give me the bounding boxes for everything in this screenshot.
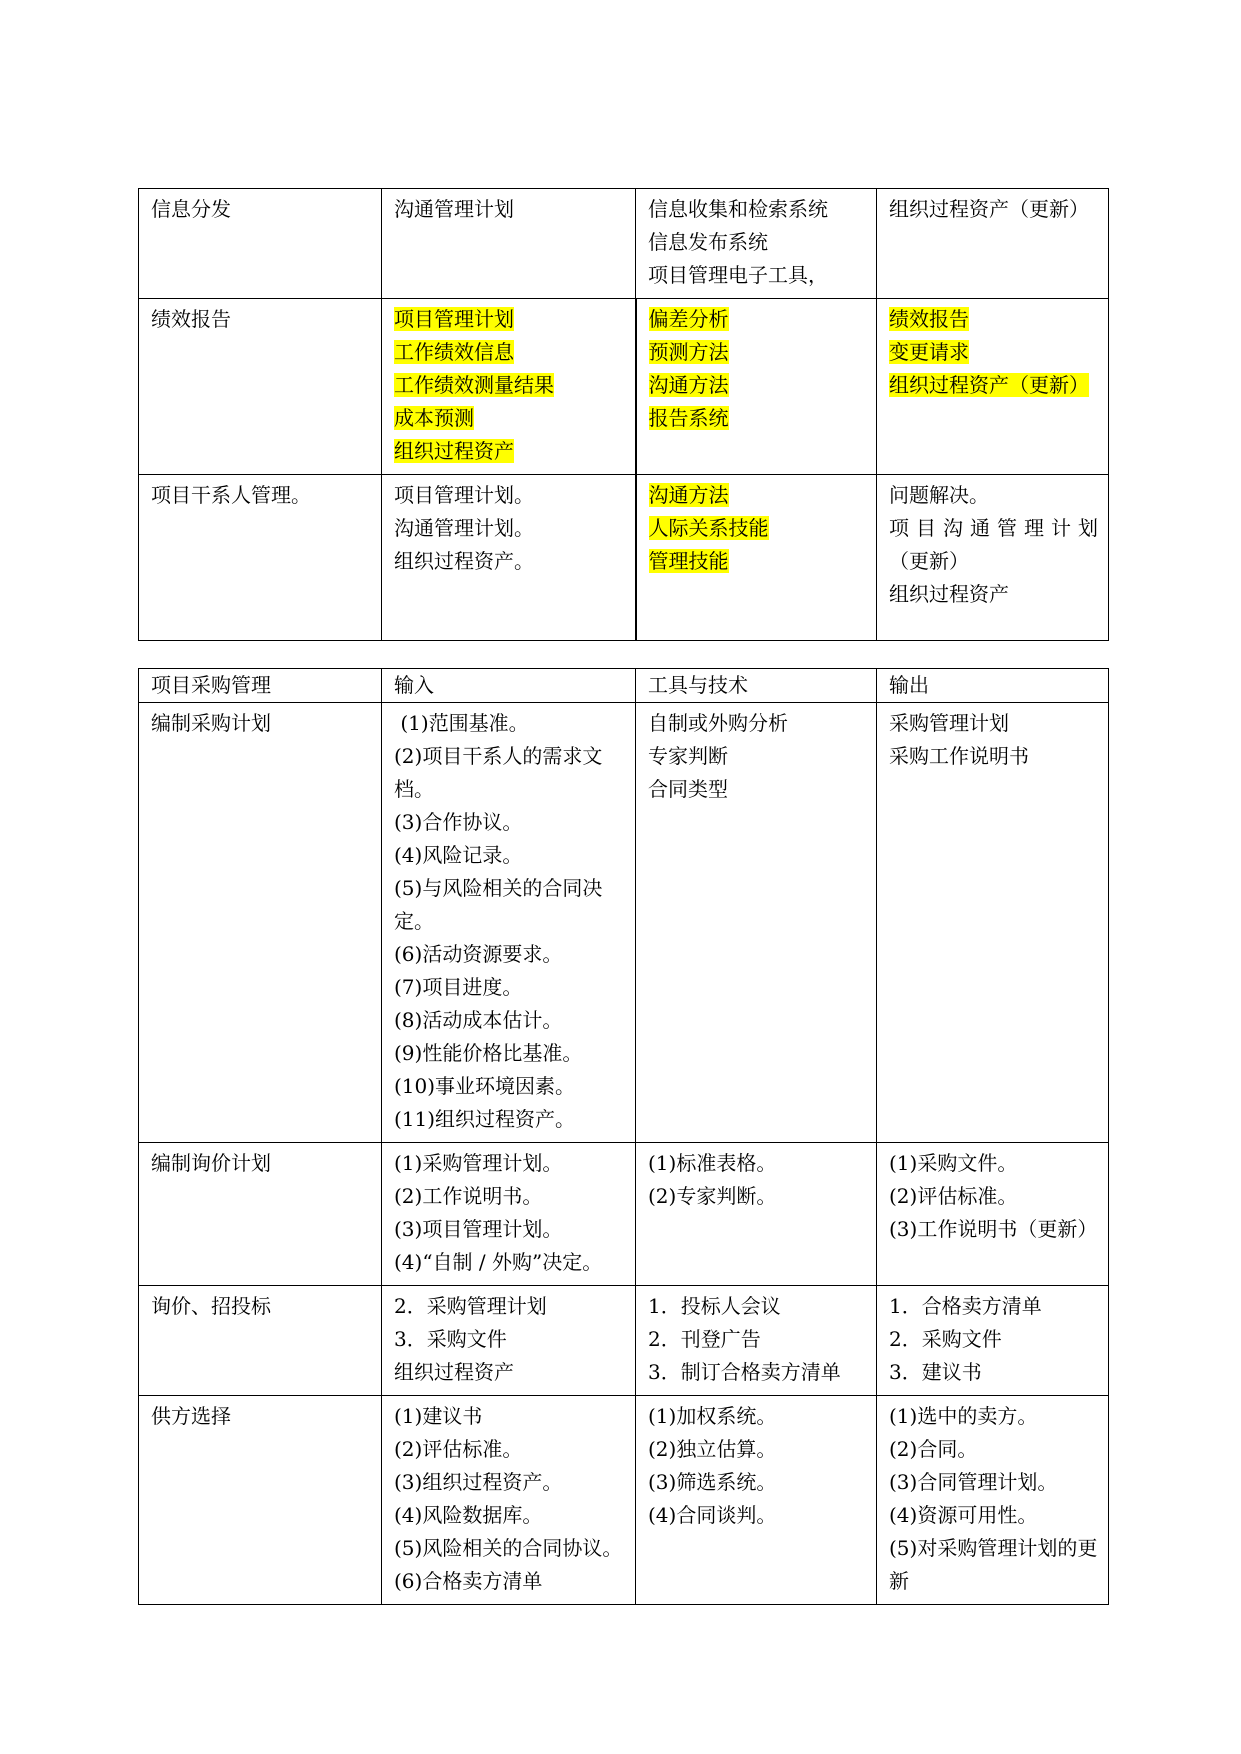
header-cell: 项目采购管理 — [139, 669, 382, 703]
highlighted-tool-item: 报告系统 — [648, 406, 729, 430]
highlighted-input-item: 工作绩效信息 — [394, 340, 514, 364]
header-cell: 输入 — [382, 669, 636, 703]
input-item: 组织过程资产。 — [394, 549, 534, 573]
input-item: (1)范围基准。 — [394, 711, 529, 735]
procurement-management-table — [138, 668, 1109, 1605]
outputs-cell — [877, 189, 1109, 299]
tool-item: 专家判断 — [648, 744, 728, 768]
outputs-cell — [877, 703, 1109, 1143]
highlighted-output-item: 绩效报告 — [889, 307, 969, 331]
input-item: (6)活动资源要求。 — [394, 942, 563, 966]
tool-item: (1)标准表格。 — [648, 1151, 777, 1175]
input-item: (4)风险记录。 — [394, 843, 523, 867]
output-item: (2)评估标准。 — [889, 1184, 1018, 1208]
tool-item: 1．投标人会议 — [648, 1294, 781, 1318]
highlighted-input-item: 工作绩效测量结果 — [394, 373, 554, 397]
tool-item: 自制或外购分析 — [648, 711, 788, 735]
output-item: (5)对采购管理计划的更新 — [889, 1536, 1098, 1593]
inputs-cell — [382, 189, 636, 299]
table-row — [139, 703, 1109, 1143]
output-item: (3)工作说明书（更新） — [889, 1217, 1098, 1241]
highlighted-tool-item: 预测方法 — [648, 340, 729, 364]
process-cell — [139, 1143, 382, 1286]
output-item: 1．合格卖方清单 — [889, 1294, 1042, 1318]
output-item: 采购工作说明书 — [889, 744, 1029, 768]
input-item: (3)合作协议。 — [394, 810, 523, 834]
inputs-cell — [382, 299, 636, 475]
tool-item: 项目管理电子工具， — [648, 263, 828, 287]
input-item: (8)活动成本估计。 — [394, 1008, 563, 1032]
process-name: 编制询价计划 — [151, 1151, 271, 1175]
process-name: 绩效报告 — [151, 307, 231, 331]
tools-cell — [636, 1143, 877, 1286]
tool-item: 信息发布系统 — [648, 230, 768, 254]
process-name: 信息分发 — [151, 197, 231, 221]
process-cell — [139, 703, 382, 1143]
tool-item: 2．刊登广告 — [648, 1327, 761, 1351]
input-item: (7)项目进度。 — [394, 975, 523, 999]
table-row — [139, 299, 1109, 475]
highlighted-input-item: 组织过程资产 — [394, 439, 514, 463]
input-item: (2)项目干系人的需求文档。 — [394, 744, 603, 801]
input-item: (10)事业环境因素。 — [394, 1074, 576, 1098]
tools-cell — [636, 1286, 877, 1396]
process-cell — [139, 299, 382, 475]
highlighted-input-item: 成本预测 — [394, 406, 474, 430]
output-item: 3．建议书 — [889, 1360, 982, 1384]
output-item: 组织过程资产 — [889, 582, 1009, 606]
inputs-cell — [382, 1143, 636, 1286]
highlighted-output-item: 组织过程资产（更新） — [889, 373, 1089, 397]
communication-process-table — [138, 188, 1109, 641]
process-cell — [139, 1396, 382, 1605]
table-row — [139, 1143, 1109, 1286]
tool-item: 信息收集和检索系统 — [648, 197, 828, 221]
input-item: (2)评估标准。 — [394, 1437, 523, 1461]
outputs-cell — [877, 475, 1109, 641]
output-item: (3)合同管理计划。 — [889, 1470, 1058, 1494]
highlighted-tool-item: 沟通方法 — [648, 373, 729, 397]
input-item: (5)风险相关的合同协议。 — [394, 1536, 623, 1560]
highlighted-tool-item: 偏差分析 — [648, 307, 729, 331]
input-item: (1)采购管理计划。 — [394, 1151, 563, 1175]
input-item: 沟通管理计划 — [394, 197, 514, 221]
tools-cell — [636, 703, 877, 1143]
input-item: (4)“自制 / 外购”决定。 — [394, 1250, 603, 1274]
highlighted-tool-item: 人际关系技能 — [648, 516, 769, 540]
inputs-cell — [382, 1286, 636, 1396]
inputs-cell — [382, 475, 636, 641]
tool-item: (4)合同谈判。 — [648, 1503, 777, 1527]
tool-item: (2)独立估算。 — [648, 1437, 777, 1461]
table-row — [139, 189, 1109, 299]
tools-cell — [636, 475, 877, 641]
input-item: 3．采购文件 — [394, 1327, 507, 1351]
inputs-cell — [382, 1396, 636, 1605]
header-cell: 工具与技术 — [636, 669, 877, 703]
outputs-cell — [877, 1286, 1109, 1396]
output-item: (1)选中的卖方。 — [889, 1404, 1038, 1428]
output-item: 组织过程资产（更新） — [889, 197, 1089, 221]
output-item: 采购管理计划 — [889, 711, 1009, 735]
output-item: 问题解决。 — [889, 483, 989, 507]
table-row — [139, 1396, 1109, 1605]
tool-item: 3．制订合格卖方清单 — [648, 1360, 841, 1384]
outputs-cell — [877, 1143, 1109, 1286]
highlighted-output-item: 变更请求 — [889, 340, 969, 364]
process-cell — [139, 1286, 382, 1396]
highlighted-tool-item: 沟通方法 — [648, 483, 729, 507]
highlighted-tool-item: 管理技能 — [648, 549, 729, 573]
input-item: 项目管理计划。 — [394, 483, 534, 507]
input-item: (6)合格卖方清单 — [394, 1569, 543, 1593]
process-cell — [139, 189, 382, 299]
process-cell — [139, 475, 382, 641]
process-name: 编制采购计划 — [151, 711, 271, 735]
input-item: (1)建议书 — [394, 1404, 483, 1428]
output-item: （更新） — [889, 549, 969, 573]
process-name: 询价、招投标 — [151, 1294, 271, 1318]
table-row — [139, 475, 1109, 641]
highlighted-input-item: 项目管理计划 — [394, 307, 514, 331]
input-item: 沟通管理计划。 — [394, 516, 534, 540]
input-item: (11)组织过程资产。 — [394, 1107, 576, 1131]
process-name: 项目干系人管理。 — [151, 483, 311, 507]
output-item: 2．采购文件 — [889, 1327, 1002, 1351]
output-item: 项目沟通管理计划 — [889, 516, 1098, 540]
input-item: (2)工作说明书。 — [394, 1184, 543, 1208]
tool-item: (2)专家判断。 — [648, 1184, 777, 1208]
tool-item: (3)筛选系统。 — [648, 1470, 777, 1494]
input-item: 组织过程资产 — [394, 1360, 514, 1384]
tools-cell — [636, 299, 877, 475]
input-item: (9)性能价格比基准。 — [394, 1041, 583, 1065]
output-item: (1)采购文件。 — [889, 1151, 1018, 1175]
tools-cell — [636, 189, 877, 299]
table-header-row — [139, 669, 1109, 703]
header-cell: 输出 — [877, 669, 1109, 703]
input-item: 2．采购管理计划 — [394, 1294, 547, 1318]
output-item: (2)合同。 — [889, 1437, 978, 1461]
input-item: (3)项目管理计划。 — [394, 1217, 563, 1241]
process-name: 供方选择 — [151, 1404, 231, 1428]
tool-item: 合同类型 — [648, 777, 728, 801]
inputs-cell — [382, 703, 636, 1143]
input-item: (5)与风险相关的合同决定。 — [394, 876, 603, 933]
outputs-cell — [877, 299, 1109, 475]
tools-cell — [636, 1396, 877, 1605]
input-item: (3)组织过程资产。 — [394, 1470, 563, 1494]
tool-item: (1)加权系统。 — [648, 1404, 777, 1428]
table-row — [139, 1286, 1109, 1396]
input-item: (4)风险数据库。 — [394, 1503, 543, 1527]
output-item: (4)资源可用性。 — [889, 1503, 1038, 1527]
outputs-cell — [877, 1396, 1109, 1605]
